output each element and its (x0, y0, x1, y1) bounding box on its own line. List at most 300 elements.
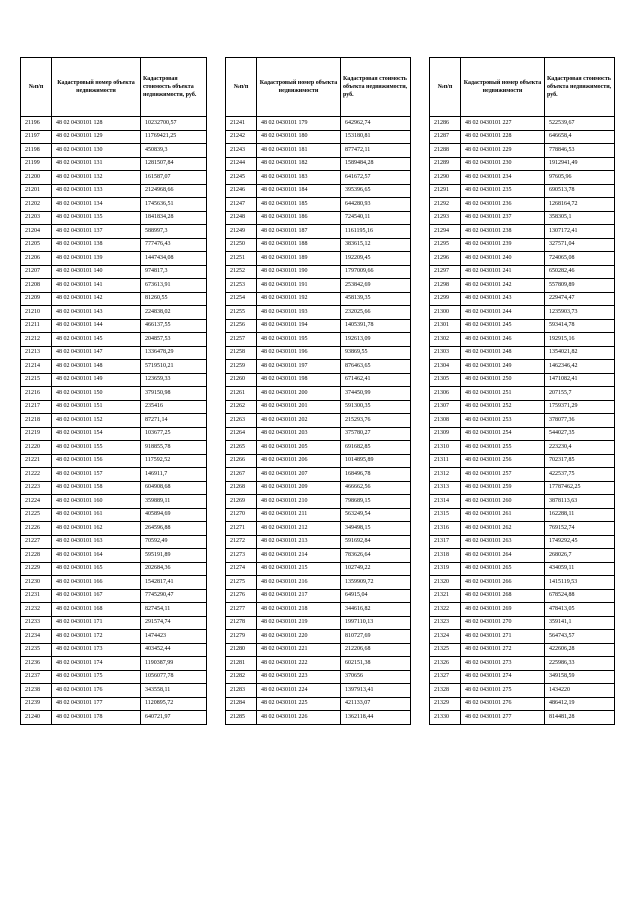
row-number: 21209 (21, 292, 52, 306)
cadastral-number: 48 02 0430101 165 (52, 562, 141, 576)
table-row (226, 319, 411, 333)
cadastral-number: 48 02 0430101 150 (52, 387, 141, 401)
cadastral-value: 1405391,78 (341, 319, 411, 333)
cadastral-value: 204857,53 (141, 333, 207, 347)
cadastral-value: 1471082,41 (545, 373, 615, 387)
cadastral-number: 48 02 0430101 180 (257, 130, 341, 144)
table-row (226, 171, 411, 185)
row-number: 21223 (21, 481, 52, 495)
cadastral-value: 1589484,28 (341, 157, 411, 171)
table-row (21, 400, 207, 414)
table-row (430, 603, 615, 617)
table-row (226, 265, 411, 279)
cadastral-number: 48 02 0430101 191 (257, 279, 341, 293)
cadastral-value: 595191,89 (141, 549, 207, 563)
cadastral-number: 48 02 0430101 190 (257, 265, 341, 279)
row-number: 21319 (430, 562, 461, 576)
row-number: 21305 (430, 373, 461, 387)
table-row (430, 130, 615, 144)
cadastral-value: 918855,78 (141, 441, 207, 455)
cadastral-value: 466662,56 (341, 481, 411, 495)
cadastral-value: 877472,11 (341, 144, 411, 158)
cadastral-value: 2124968,66 (141, 184, 207, 198)
cadastral-number: 48 02 0430101 140 (52, 265, 141, 279)
cadastral-value: 421133,07 (341, 697, 411, 711)
cadastral-value: 87271,14 (141, 414, 207, 428)
table-row (226, 576, 411, 590)
table-row (21, 441, 207, 455)
cadastral-number: 48 02 0430101 128 (52, 117, 141, 131)
row-number: 21219 (21, 427, 52, 441)
cadastral-number: 48 02 0430101 255 (461, 441, 545, 455)
cadastral-value: 702317,85 (545, 454, 615, 468)
row-number: 21233 (21, 616, 52, 630)
row-number: 21283 (226, 684, 257, 698)
table-row (21, 643, 207, 657)
cadastral-number: 48 02 0430101 132 (52, 171, 141, 185)
row-number: 21258 (226, 346, 257, 360)
table-row (430, 414, 615, 428)
table-row (226, 184, 411, 198)
table-row (430, 684, 615, 698)
row-number: 21282 (226, 670, 257, 684)
table-row (21, 589, 207, 603)
table-row (226, 454, 411, 468)
table-header-row (21, 58, 207, 117)
table-row (430, 306, 615, 320)
cadastral-number: 48 02 0430101 182 (257, 157, 341, 171)
row-number: 21294 (430, 225, 461, 239)
cadastral-value: 641672,57 (341, 171, 411, 185)
row-number: 21306 (430, 387, 461, 401)
cadastral-value: 403452,44 (141, 643, 207, 657)
row-number: 21303 (430, 346, 461, 360)
row-number: 21309 (430, 427, 461, 441)
cadastral-value: 642962,74 (341, 117, 411, 131)
row-number: 21266 (226, 454, 257, 468)
cadastral-value: 1190387,99 (141, 657, 207, 671)
row-number: 21276 (226, 589, 257, 603)
row-number: 21313 (430, 481, 461, 495)
table-row (21, 333, 207, 347)
cadastral-number: 48 02 0430101 139 (52, 252, 141, 266)
cadastral-value: 11769421,25 (141, 130, 207, 144)
cadastral-number: 48 02 0430101 131 (52, 157, 141, 171)
cadastral-value: 690513,78 (545, 184, 615, 198)
row-number: 21248 (226, 211, 257, 225)
table-row (226, 252, 411, 266)
cadastral-value: 232025,66 (341, 306, 411, 320)
row-number: 21212 (21, 333, 52, 347)
row-number: 21244 (226, 157, 257, 171)
table-row (430, 198, 615, 212)
table-row (430, 657, 615, 671)
cadastral-value: 383615,12 (341, 238, 411, 252)
cadastral-number: 48 02 0430101 197 (257, 360, 341, 374)
cadastral-value: 146911,7 (141, 468, 207, 482)
cadastral-value: 1997110,13 (341, 616, 411, 630)
row-number: 21211 (21, 319, 52, 333)
cadastral-number: 48 02 0430101 218 (257, 603, 341, 617)
cadastral-number: 48 02 0430101 175 (52, 670, 141, 684)
cadastral-number: 48 02 0430101 161 (52, 508, 141, 522)
cadastral-value: 593414,78 (545, 319, 615, 333)
table-row (21, 576, 207, 590)
row-number: 21308 (430, 414, 461, 428)
table-row (21, 171, 207, 185)
table-row (226, 468, 411, 482)
table-row (21, 373, 207, 387)
table-row (430, 184, 615, 198)
row-number: 21222 (21, 468, 52, 482)
row-number: 21274 (226, 562, 257, 576)
row-number: 21311 (430, 454, 461, 468)
table-row (21, 454, 207, 468)
table-row (21, 549, 207, 563)
row-number: 21255 (226, 306, 257, 320)
row-number: 21325 (430, 643, 461, 657)
cadastral-number: 48 02 0430101 157 (52, 468, 141, 482)
table-row (21, 306, 207, 320)
cadastral-number: 48 02 0430101 272 (461, 643, 545, 657)
row-number: 21264 (226, 427, 257, 441)
table-row (430, 481, 615, 495)
cadastral-value: 777476,43 (141, 238, 207, 252)
cadastral-number: 48 02 0430101 216 (257, 576, 341, 590)
cadastral-value: 153180,81 (341, 130, 411, 144)
cadastral-number: 48 02 0430101 249 (461, 360, 545, 374)
cadastral-value: 810727,69 (341, 630, 411, 644)
cadastral-table-1 (20, 57, 207, 725)
row-number: 21302 (430, 333, 461, 347)
table-row (226, 333, 411, 347)
row-number: 21304 (430, 360, 461, 374)
cadastral-value: 168496,78 (341, 468, 411, 482)
table-row (21, 198, 207, 212)
cadastral-value: 344616,82 (341, 603, 411, 617)
cadastral-number: 48 02 0430101 137 (52, 225, 141, 239)
row-number: 21267 (226, 468, 257, 482)
cadastral-value: 724540,11 (341, 211, 411, 225)
cadastral-number: 48 02 0430101 141 (52, 279, 141, 293)
table-row (226, 549, 411, 563)
table-row (226, 657, 411, 671)
table-row (21, 630, 207, 644)
table-row (21, 481, 207, 495)
row-number: 21289 (430, 157, 461, 171)
row-number: 21198 (21, 144, 52, 158)
cadastral-value: 1014895,89 (341, 454, 411, 468)
cadastral-number: 48 02 0430101 160 (52, 495, 141, 509)
cadastral-number: 48 02 0430101 147 (52, 346, 141, 360)
cadastral-value: 70592,49 (141, 535, 207, 549)
cadastral-number: 48 02 0430101 275 (461, 684, 545, 698)
cadastral-value: 1749292,45 (545, 535, 615, 549)
header-num: №п/п (226, 58, 257, 117)
cadastral-value: 783626,64 (341, 549, 411, 563)
row-number: 21270 (226, 508, 257, 522)
cadastral-value: 466137,55 (141, 319, 207, 333)
cadastral-number: 48 02 0430101 187 (257, 225, 341, 239)
cadastral-number: 48 02 0430101 133 (52, 184, 141, 198)
row-number: 21330 (430, 711, 461, 725)
row-number: 21216 (21, 387, 52, 401)
cadastral-value: 563249,54 (341, 508, 411, 522)
row-number: 21203 (21, 211, 52, 225)
cadastral-number: 48 02 0430101 217 (257, 589, 341, 603)
cadastral-number: 48 02 0430101 171 (52, 616, 141, 630)
row-number: 21307 (430, 400, 461, 414)
table-row (21, 279, 207, 293)
cadastral-number: 48 02 0430101 228 (461, 130, 545, 144)
row-number: 21237 (21, 670, 52, 684)
cadastral-value: 359889,11 (141, 495, 207, 509)
cadastral-number: 48 02 0430101 158 (52, 481, 141, 495)
row-number: 21297 (430, 265, 461, 279)
cadastral-number: 48 02 0430101 167 (52, 589, 141, 603)
cadastral-value: 544027,35 (545, 427, 615, 441)
header-cadastral-value: Кадастровая стоимость объекта недвижимости, руб. (341, 58, 411, 117)
row-number: 21284 (226, 697, 257, 711)
cadastral-number: 48 02 0430101 266 (461, 576, 545, 590)
row-number: 21259 (226, 360, 257, 374)
cadastral-number: 48 02 0430101 234 (461, 171, 545, 185)
row-number: 21290 (430, 171, 461, 185)
row-number: 21228 (21, 549, 52, 563)
cadastral-value: 588997,3 (141, 225, 207, 239)
cadastral-value: 1434220 (545, 684, 615, 698)
cadastral-number: 48 02 0430101 185 (257, 198, 341, 212)
cadastral-value: 650282,46 (545, 265, 615, 279)
table-row (21, 225, 207, 239)
cadastral-value: 264596,88 (141, 522, 207, 536)
cadastral-value: 212206,68 (341, 643, 411, 657)
row-number: 21210 (21, 306, 52, 320)
cadastral-value: 93869,55 (341, 346, 411, 360)
cadastral-number: 48 02 0430101 222 (257, 657, 341, 671)
row-number: 21280 (226, 643, 257, 657)
cadastral-value: 557809,89 (545, 279, 615, 293)
table-row (226, 643, 411, 657)
cadastral-number: 48 02 0430101 200 (257, 387, 341, 401)
cadastral-number: 48 02 0430101 238 (461, 225, 545, 239)
cadastral-value: 678524,88 (545, 589, 615, 603)
cadastral-value: 374450,99 (341, 387, 411, 401)
row-number: 21213 (21, 346, 52, 360)
cadastral-value: 1447434,08 (141, 252, 207, 266)
cadastral-value: 253842,69 (341, 279, 411, 293)
table-row (21, 562, 207, 576)
cadastral-value: 1281507,84 (141, 157, 207, 171)
table-row (21, 117, 207, 131)
cadastral-value: 161587,07 (141, 171, 207, 185)
cadastral-value: 1745636,51 (141, 198, 207, 212)
cadastral-number: 48 02 0430101 226 (257, 711, 341, 725)
cadastral-value: 876463,65 (341, 360, 411, 374)
cadastral-value: 1542817,41 (141, 576, 207, 590)
row-number: 21254 (226, 292, 257, 306)
cadastral-number: 48 02 0430101 223 (257, 670, 341, 684)
table-row (226, 630, 411, 644)
cadastral-number: 48 02 0430101 269 (461, 603, 545, 617)
table-row (430, 292, 615, 306)
table-row (21, 535, 207, 549)
row-number: 21288 (430, 144, 461, 158)
cadastral-number: 48 02 0430101 130 (52, 144, 141, 158)
table-row (430, 441, 615, 455)
cadastral-value: 1474423 (141, 630, 207, 644)
cadastral-number: 48 02 0430101 164 (52, 549, 141, 563)
cadastral-value: 64915,04 (341, 589, 411, 603)
row-number: 21265 (226, 441, 257, 455)
cadastral-value: 223230,4 (545, 441, 615, 455)
cadastral-number: 48 02 0430101 154 (52, 427, 141, 441)
table-row (21, 319, 207, 333)
header-cadastral-number: Кадастровый номер объекта недвижимости (52, 58, 141, 117)
row-number: 21214 (21, 360, 52, 374)
cadastral-value: 478413,05 (545, 603, 615, 617)
cadastral-value: 827454,11 (141, 603, 207, 617)
row-number: 21275 (226, 576, 257, 590)
cadastral-number: 48 02 0430101 251 (461, 387, 545, 401)
cadastral-table-2 (225, 57, 411, 725)
cadastral-value: 370656 (341, 670, 411, 684)
row-number: 21231 (21, 589, 52, 603)
cadastral-value: 192209,45 (341, 252, 411, 266)
cadastral-value: 102749,22 (341, 562, 411, 576)
table-row (430, 468, 615, 482)
table-row (21, 238, 207, 252)
row-number: 21240 (21, 711, 52, 725)
cadastral-number: 48 02 0430101 142 (52, 292, 141, 306)
row-number: 21250 (226, 238, 257, 252)
table-row (226, 670, 411, 684)
row-number: 21253 (226, 279, 257, 293)
cadastral-value: 640721,97 (141, 711, 207, 725)
table-row (21, 211, 207, 225)
cadastral-number: 48 02 0430101 276 (461, 697, 545, 711)
cadastral-number: 48 02 0430101 230 (461, 157, 545, 171)
cadastral-value: 591692,84 (341, 535, 411, 549)
table-row (430, 495, 615, 509)
table-row (430, 360, 615, 374)
cadastral-value: 405894,69 (141, 508, 207, 522)
cadastral-number: 48 02 0430101 183 (257, 171, 341, 185)
cadastral-value: 349158,59 (545, 670, 615, 684)
table-row (21, 252, 207, 266)
cadastral-value: 564743,57 (545, 630, 615, 644)
cadastral-value: 1354021,82 (545, 346, 615, 360)
cadastral-number: 48 02 0430101 254 (461, 427, 545, 441)
cadastral-value: 1161195,16 (341, 225, 411, 239)
table-row (226, 684, 411, 698)
table-header-row (226, 58, 411, 117)
cadastral-value: 103677,25 (141, 427, 207, 441)
row-number: 21312 (430, 468, 461, 482)
cadastral-table-3 (429, 57, 615, 725)
cadastral-number: 48 02 0430101 248 (461, 346, 545, 360)
row-number: 21204 (21, 225, 52, 239)
row-number: 21239 (21, 697, 52, 711)
cadastral-value: 458139,35 (341, 292, 411, 306)
cadastral-number: 48 02 0430101 152 (52, 414, 141, 428)
row-number: 21247 (226, 198, 257, 212)
table-row (21, 508, 207, 522)
cadastral-value: 974817,3 (141, 265, 207, 279)
row-number: 21271 (226, 522, 257, 536)
table-row (226, 225, 411, 239)
cadastral-value: 395396,65 (341, 184, 411, 198)
table-row (430, 211, 615, 225)
cadastral-number: 48 02 0430101 176 (52, 684, 141, 698)
cadastral-number: 48 02 0430101 242 (461, 279, 545, 293)
cadastral-value: 1120895,72 (141, 697, 207, 711)
table-row (226, 346, 411, 360)
table-row (226, 130, 411, 144)
row-number: 21224 (21, 495, 52, 509)
cadastral-number: 48 02 0430101 145 (52, 333, 141, 347)
table-row (430, 265, 615, 279)
row-number: 21329 (430, 697, 461, 711)
table-row (430, 616, 615, 630)
table-row (430, 319, 615, 333)
row-number: 21281 (226, 657, 257, 671)
cadastral-value: 268026,7 (545, 549, 615, 563)
row-number: 21263 (226, 414, 257, 428)
table-row (226, 292, 411, 306)
table-row (21, 387, 207, 401)
row-number: 21236 (21, 657, 52, 671)
table-row (21, 684, 207, 698)
row-number: 21201 (21, 184, 52, 198)
table-row (226, 414, 411, 428)
table-row (226, 211, 411, 225)
row-number: 21299 (430, 292, 461, 306)
cadastral-value: 798689,15 (341, 495, 411, 509)
row-number: 21326 (430, 657, 461, 671)
cadastral-number: 48 02 0430101 246 (461, 333, 545, 347)
table-row (430, 711, 615, 725)
cadastral-value: 486412,19 (545, 697, 615, 711)
cadastral-value: 604908,68 (141, 481, 207, 495)
table-row (21, 495, 207, 509)
table-row (430, 252, 615, 266)
cadastral-number: 48 02 0430101 194 (257, 319, 341, 333)
cadastral-number: 48 02 0430101 277 (461, 711, 545, 725)
cadastral-number: 48 02 0430101 220 (257, 630, 341, 644)
table-row (226, 522, 411, 536)
table-row (21, 603, 207, 617)
row-number: 21202 (21, 198, 52, 212)
row-number: 21298 (430, 279, 461, 293)
row-number: 21230 (21, 576, 52, 590)
cadastral-value: 769152,74 (545, 522, 615, 536)
cadastral-number: 48 02 0430101 243 (461, 292, 545, 306)
cadastral-number: 48 02 0430101 239 (461, 238, 545, 252)
row-number: 21261 (226, 387, 257, 401)
table-row (21, 522, 207, 536)
cadastral-number: 48 02 0430101 257 (461, 468, 545, 482)
table-row (226, 495, 411, 509)
header-cadastral-value: Кадастровая стоимость объекта недвижимости, руб. (141, 58, 207, 117)
row-number: 21242 (226, 130, 257, 144)
table-row (430, 697, 615, 711)
cadastral-value: 422606,28 (545, 643, 615, 657)
row-number: 21207 (21, 265, 52, 279)
cadastral-value: 207155,7 (545, 387, 615, 401)
cadastral-number: 48 02 0430101 174 (52, 657, 141, 671)
cadastral-number: 48 02 0430101 260 (461, 495, 545, 509)
